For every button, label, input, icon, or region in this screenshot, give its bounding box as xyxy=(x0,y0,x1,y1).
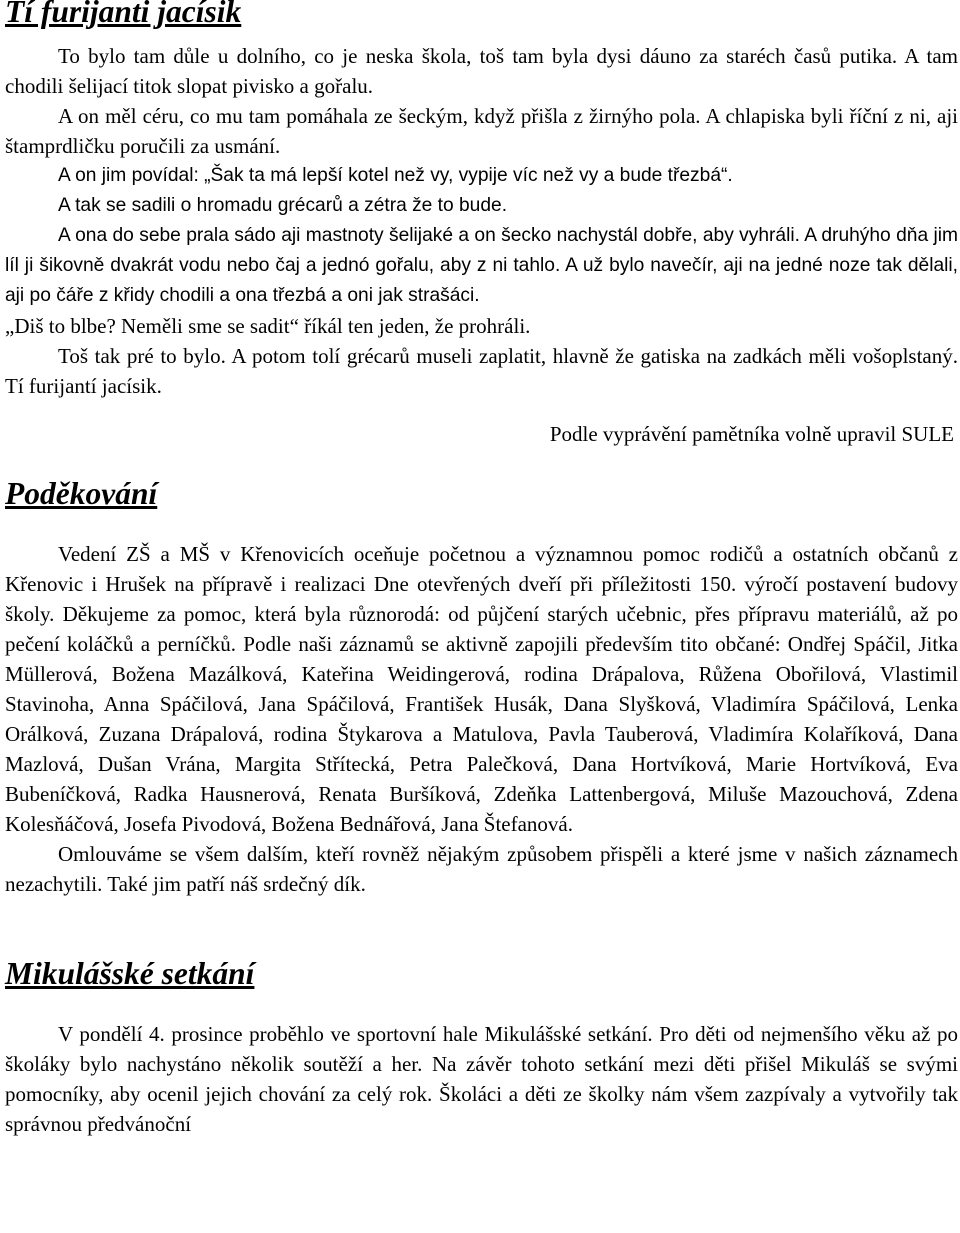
story-title: Tí furijanti jacísik xyxy=(5,0,242,29)
story-paragraph: A on měl céru, co mu tam pomáhala ze šeckým, když přišla z žirnýho pola. A chlapiska byli říční z ni, aji štamprdličku poručili za usmání. xyxy=(5,104,958,158)
story-paragraph: To bylo tam důle u dolního, co je neska škola, toš tam byla dysi dáuno za staréch časů putika. A tam chodili šelijací titok slopat pivisko a gořalu. xyxy=(5,44,958,98)
thanks-paragraph: Vedení ZŠ a MŠ v Křenovicích oceňuje početnou a významnou pomoc rodičů a ostatních občanů z Křenovic i Hrušek na přípravě i realizaci Dne otevřených dveří při příležitosti 150. výročí postavení budovy školy. Děkujeme za pomoc, která byla různorodá: od půjčení starých učebnic, přes přípravu materiálů, až po pečení koláčků a perníčků. Podle naši záznamů se aktivně zapojili především tito občané: Ondřej Spáčil, Jitka Müllerová, Božena Mazálková, Kateřina Weidingerová, rodina Drápalova, Růžena Obořilová, Vlastimil Stavinoha, Anna Spáčilová, Jana Spáčilová, František Husák, Dana Slyšková, Vladimíra Spáčilová, Lenka Orálková, Zuzana Drápalová, rodina Štykarova a Matulova, Pavla Tauberová, Vladimíra Kolaříková, Dana Mazlová, Dušan Vrána, Margita Střítecká, Petra Palečková, Dana Hortvíková, Marie Hortvíková, Eva Bubeníčková, Radka Hausnerová, Renata Buršíková, Zdeňka Lattenbergová, Miluše Mazouchová, Zdena Kolesňáčová, Josefa Pivodová, Božena Bednářová, Jana Štefanová. xyxy=(5,542,958,836)
story-paragraph: A tak se sadili o hromadu grécarů a zétra že to bude. xyxy=(58,195,508,216)
document-page xyxy=(5,0,958,1139)
story-section xyxy=(5,0,958,449)
story-paragraph: A ona do sebe prala sádo aji mastnoty šelijaké a on šecko nachystál dobře, aby vyhráli. A druhýho dňa jim líl ji šikovně dvakrát vodu nebo čaj a jednó gořalu, aby z ni tahlo. A už bylo navečír, aji na jedné noze tak dělali, aji po čáře z křidy chodili a ona třezbá a oni jak strašáci. xyxy=(5,225,958,306)
thanks-paragraph: Omlouváme se všem dalším, kteří rovněž nějakým způsobem přispěli a které jsme v našich záznamech nezachytili. Také jim patří náš srdečný dík. xyxy=(5,842,958,896)
mikulas-paragraph: V pondělí 4. prosince proběhlo ve sportovní hale Mikulášské setkání. Pro děti od nejmenšího věku až po školáky bylo nachystáno několik soutěží a her. Na závěr tohoto setkání mezi děti přišel Mikuláš se svými pomocníky, aby ocenil jejich chování za celý rok. Školáci a děti ze školky nám všem zazpívaly a vytvořily tak správnou předvánoční xyxy=(5,1022,958,1136)
story-paragraph: A on jim povídal: „Šak ta má lepší kotel než vy, vypije víc než vy a bude třezbá“. xyxy=(58,165,733,186)
story-signature: Podle vyprávění pamětníka volně upravil SULE xyxy=(549,422,954,446)
story-paragraph: „Diš to blbe? Neměli sme se sadit“ říkál ten jeden, že prohráli. xyxy=(5,314,531,338)
mikulas-section xyxy=(5,956,958,1139)
thanks-title: Poděkování xyxy=(5,476,158,511)
story-paragraph: Toš tak pré to bylo. A potom tolí grécarů museli zaplatit, hlavně že gatiska na zadkách měli vošoplstaný. Tí furijantí jacísik. xyxy=(5,344,958,398)
mikulas-title: Mikulášské setkání xyxy=(5,956,255,991)
thanks-section xyxy=(5,476,958,899)
